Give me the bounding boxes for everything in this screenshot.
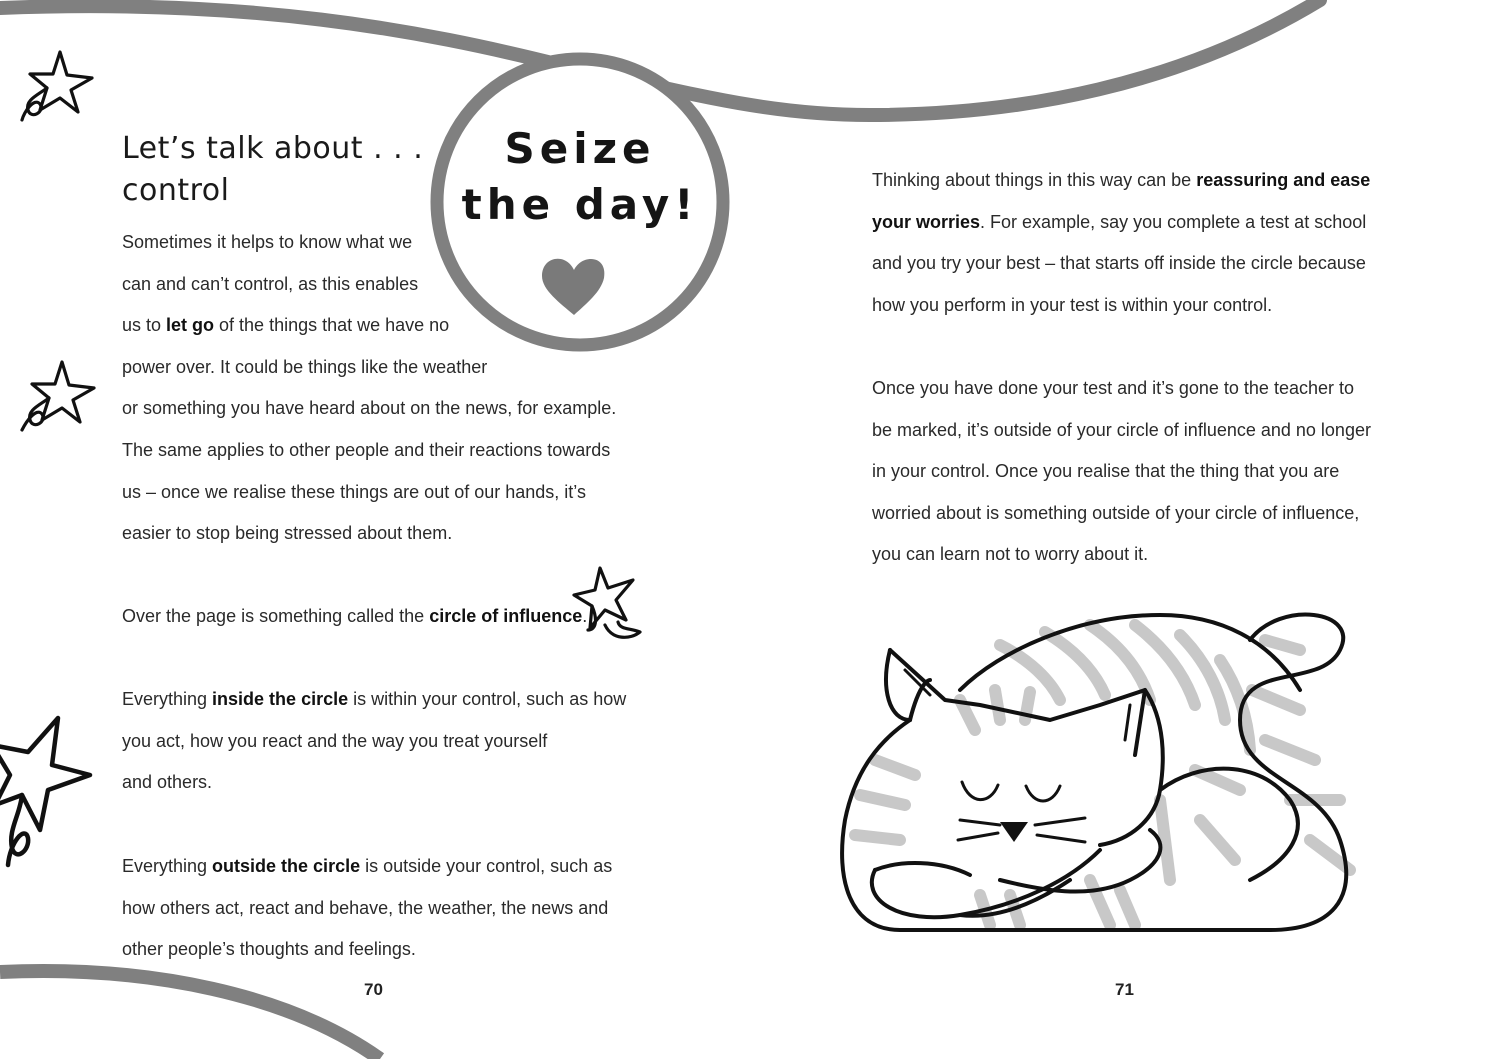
bold-phrase: let go bbox=[166, 315, 215, 336]
bold-phrase: reassuring and ease bbox=[1196, 170, 1371, 190]
test-example-paragraph: Once you have done your test and it’s gone to the teacher to be marked, it’s outside of your circle of influence and no longer in your control. Once you realise that the thing that you are worried about is something outside of your circle of influence, you can learn not to worry about it. bbox=[872, 378, 1371, 565]
outside-circle-paragraph: Everything outside the circle is outside your control, such as how others act, react and behave, the weather, the news and other people’s thoughts and feelings. bbox=[122, 856, 613, 960]
heading-line-1: Let’s talk about . . . bbox=[122, 131, 424, 166]
circle-intro-paragraph: Over the page is something called the circle of influence. bbox=[122, 606, 588, 626]
callout-line-1: Seize bbox=[504, 124, 656, 173]
inside-circle-paragraph: Everything inside the circle is within your control, such as how you act, how you react and the way you treat yourself and others. bbox=[122, 689, 627, 793]
bold-phrase: outside the circle bbox=[212, 856, 361, 876]
page-number: 71 bbox=[1115, 980, 1134, 999]
intro-paragraph: Sometimes it helps to know what we can and can’t control, as this enables us to let go of the things that we have no power over. It could be things like the weather or something you have heard about on the news, for example. The same applies to other people and their reactions towards us – once we realise these things are out of our hands, it’s easier to stop being stressed about them. bbox=[122, 232, 617, 544]
bold-phrase: circle of influence bbox=[429, 606, 583, 626]
page-heading bbox=[122, 128, 423, 212]
right-page bbox=[750, 0, 1500, 1059]
page-number: 70 bbox=[364, 980, 383, 999]
callout-line-2: the day! bbox=[461, 180, 699, 229]
heading-line-2: control bbox=[122, 173, 230, 208]
reassuring-paragraph: Thinking about things in this way can be reassuring and ease your worries. For example, say you complete a test at school and you try your best – that starts off inside the circle because how you perform in your test is within your control. bbox=[872, 170, 1371, 315]
bold-phrase: your worries bbox=[872, 211, 981, 232]
bold-phrase: inside the circle bbox=[212, 689, 349, 709]
